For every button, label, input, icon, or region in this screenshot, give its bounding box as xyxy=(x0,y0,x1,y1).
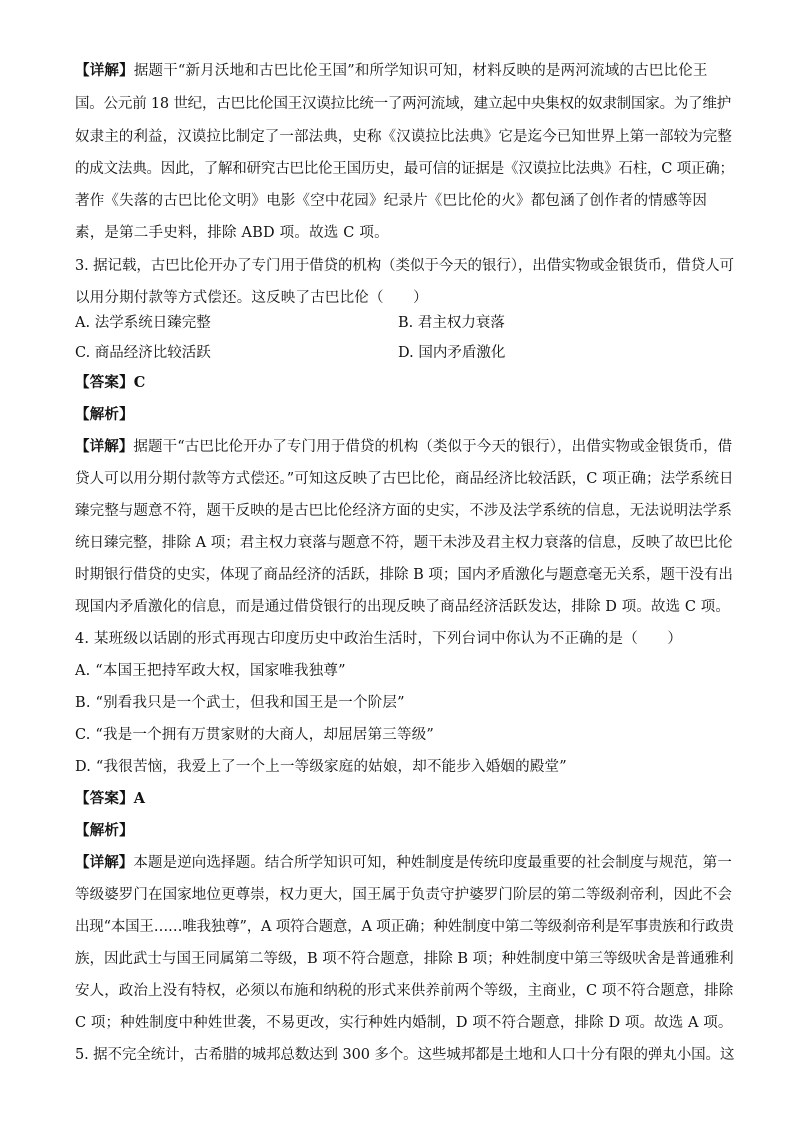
q3-stem-line-2: 以用分期付款等方式偿还。这反映了古巴比伦（ ） xyxy=(75,290,428,306)
q2-detail-line-4: 的成文法典。因此，了解和研究古巴比伦王国历史，最可信的证据是《汉谟拉比法典》石柱，C 项正确； xyxy=(75,161,734,177)
q3-detail-line-3: 臻完整与题意不符，题干反映的是古巴比伦经济方面的史实，不涉及法学系统的信息，无法说明法学系 xyxy=(75,503,732,519)
detail-tag: 【详解】 xyxy=(75,62,134,79)
q3-stem-line-1: 3. 据记载，古巴比伦开办了专门用于借贷的机构（类似于今天的银行），出借实物或金银货币，借贷人可 xyxy=(75,258,734,274)
q4-detail-line-3: 出现“本国王……唯我独尊”，A 项符合题意，A 项正确；种姓制度中第二等级刹帝利是军事贵族和行政贵 xyxy=(75,919,734,935)
q4-analysis-heading: 【解析】 xyxy=(75,822,134,839)
q2-detail-line-2: 国。公元前 18 世纪，古巴比伦国王汉谟拉比统一了两河流域，建立起中央集权的奴隶制国家。为了维护 xyxy=(75,96,732,112)
q3-option-c: C. 商品经济比较活跃 xyxy=(75,345,211,361)
q3-option-d: D. 国内矛盾激化 xyxy=(398,345,506,361)
detail-tag: 【详解】 xyxy=(75,854,134,871)
q4-option-b: B. “别看我只是一个武士，但我和国王是一个阶层” xyxy=(75,695,405,711)
q2-detail-line-3: 奴隶主的利益，汉谟拉比制定了一部法典，史称《汉谟拉比法典》它是迄今已知世界上第一部较为完整 xyxy=(75,129,732,145)
q4-detail-line-4: 族，因此武士与国王同属第二等级，B 项不符合题意，排除 B 项；种姓制度中第三等级吠舍是普通雅利 xyxy=(75,951,734,967)
q4-option-a: A. “本国王把持军政大权，国家唯我独尊” xyxy=(75,663,346,679)
q4-option-c: C. “我是一个拥有万贯家财的大商人，却屈居第三等级” xyxy=(75,727,435,743)
q2-detail-line-1: 【详解】据题干“新月沃地和古巴比伦王国”和所学知识可知，材料反映的是两河流域的古巴比伦王 xyxy=(75,62,708,79)
q3-option-b: B. 君主权力衰落 xyxy=(398,315,505,331)
q2-detail-line-5: 著作《失落的古巴比伦文明》电影《空中花园》纪录片《巴比伦的火》都包涵了创作者的情感等因 xyxy=(75,193,708,209)
q3-analysis-heading: 【解析】 xyxy=(75,406,134,423)
q4-detail-line-6: C 项；种姓制度中种姓世袭，不易更改，实行种姓内婚制，D 项不符合题意，排除 D 项。故选 A 项。 xyxy=(75,1015,733,1031)
q2-detail-line-6: 素，是第二手史料，排除 ABD 项。故选 C 项。 xyxy=(75,225,389,241)
q4-answer: 【答案】A xyxy=(75,790,146,807)
q4-stem: 4. 某班级以话剧的形式再现古印度历史中政治生活时，下列台词中你认为不正确的是（ ） xyxy=(75,631,683,647)
q3-detail-line-1: 【详解】据题干“古巴比伦开办了专门用于借贷的机构（类似于今天的银行），出借实物或金银货币，借 xyxy=(75,438,733,455)
q3-answer: 【答案】C xyxy=(75,374,146,391)
q3-detail-line-2: 贷人可以用分期付款等方式偿还。”可知这反映了古巴比伦，商品经济比较活跃，C 项正确；法学系统日 xyxy=(75,471,734,487)
q4-detail-line-1: 【详解】本题是逆向选择题。结合所学知识可知，种姓制度是传统印度最重要的社会制度与规范，第一 xyxy=(75,854,733,871)
q3-detail-line-4: 统日臻完整，排除 A 项；君主权力衰落与题意不符，题干未涉及君主权力衰落的信息，反映了故巴比伦 xyxy=(75,535,733,551)
q3-option-a: A. 法学系统日臻完整 xyxy=(75,315,211,331)
q3-detail-line-6: 现国内矛盾激化的信息，而是通过借贷银行的出现反映了商品经济活跃发达，排除 D 项。故选 C 项。 xyxy=(75,599,730,615)
q4-option-d: D. “我很苦恼，我爱上了一个上一等级家庭的姑娘，却不能步入婚姻的殿堂” xyxy=(75,759,567,775)
q4-detail-line-2: 等级婆罗门在国家地位更尊崇，权力更大，国王属于负责守护婆罗门阶层的第二等级刹帝利，因此不会 xyxy=(75,887,732,903)
q3-detail-line-5: 时期银行借贷的史实，体现了商品经济的活跃，排除 B 项；国内矛盾激化与题意毫无关系，题干没有出 xyxy=(75,567,733,583)
detail-tag: 【详解】 xyxy=(75,438,134,455)
q4-detail-line-5: 安人，政治上没有特权，必须以布施和纳税的形式来供养前两个等级，主商业，C 项不符合题意，排除 xyxy=(75,983,734,999)
q5-stem: 5. 据不完全统计，古希腊的城邦总数达到 300 多个。这些城邦都是土地和人口十分有限的弹丸小国。这 xyxy=(75,1047,735,1063)
